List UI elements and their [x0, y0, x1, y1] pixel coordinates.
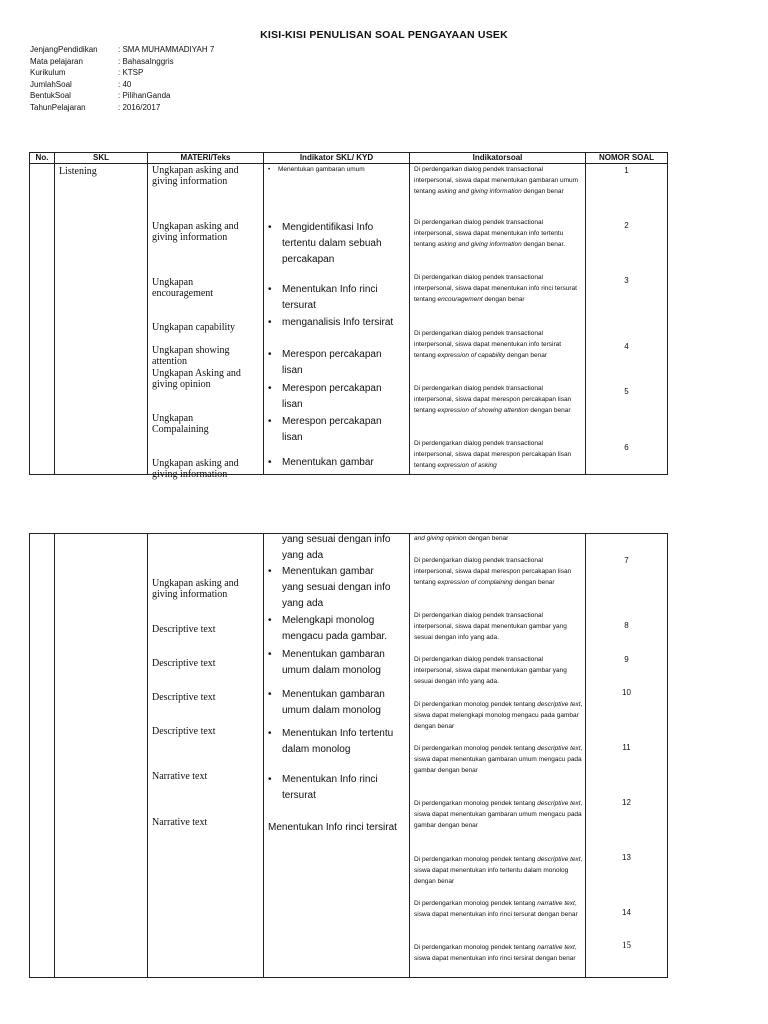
meta-row — [30, 90, 214, 102]
indikator-soal-item: Di perdengarkan dialog pendek transactional interpersonal, siswa dapat menentukan gambaran umum tentang asking and giving information dengan benar — [414, 166, 579, 196]
materi-item: Ungkapan asking and giving information — [152, 578, 239, 600]
indikator-item: • Menentukan Info rinci tersurat — [268, 284, 378, 311]
indikator-soal-item-continued: and giving opinion dengan benar — [414, 535, 509, 542]
header-indikator-soal: Indikatorsoal — [410, 153, 586, 164]
materi-item: Ungkapan showing attention — [152, 345, 230, 367]
header-skl: SKL — [55, 153, 148, 164]
indikator-item: • Menentukan Info rinci tersurat — [268, 774, 378, 801]
meta-key: TahunPelajaran — [30, 102, 86, 112]
meta-value: : 2016/2017 — [118, 102, 161, 112]
bullet-icon: • — [268, 166, 271, 173]
materi-item: Ungkapan Compalaining — [152, 413, 209, 435]
nomor-soal: 5 — [624, 387, 629, 396]
indikator-item: • Menentukan gambaran umum dalam monolog — [268, 649, 385, 676]
header-materi: MATERI/Teks — [148, 153, 264, 164]
bullet-icon: • — [268, 728, 272, 739]
cell-indikator-soal — [410, 164, 586, 475]
bullet-icon: • — [268, 416, 272, 427]
bullet-icon: • — [268, 284, 272, 295]
header-nomor-soal: NOMOR SOAL — [586, 153, 668, 164]
indikator-soal-item: Di perdengarkan monolog pendek tentang descriptive text, siswa dapat menentukan gambaran umum mengacu pada gambar dengan benar — [414, 800, 583, 830]
meta-key: JenjangPendidikan — [30, 45, 98, 54]
nomor-soal: 7 — [624, 556, 629, 565]
indikator-soal-item: Di perdengarkan monolog pendek tentang descriptive text, siswa dapat menentukan gambaran umum mengacu pada gambar dengan benar — [414, 745, 583, 775]
cell-no — [30, 164, 55, 475]
indikator-soal-item: Di perdengarkan dialog pendek transactional interpersonal, siswa dapat menentukan gambar yang sesuai dengan info yang ada. — [414, 656, 567, 686]
nomor-soal: 3 — [624, 276, 629, 285]
materi-item: Ungkapan encouragement — [152, 277, 214, 299]
meta-value: : KTSP — [118, 68, 144, 77]
indikator-item: • Menentukan gambar yang sesuai dengan info yang ada — [268, 566, 391, 609]
indikator-item: • Merespon percakapan lisan — [268, 383, 382, 410]
indikator-soal-item: Di perdengarkan dialog pendek transactional interpersonal, siswa dapat merespon percakapan lisan tentang expression of asking — [414, 440, 572, 470]
meta-row — [30, 44, 214, 56]
materi-item: Descriptive text — [152, 726, 216, 737]
meta-row — [30, 102, 214, 114]
cell-skl — [55, 534, 148, 978]
indikator-item: • Menentukan gambaran umum dalam monolog — [268, 689, 385, 716]
kisi-kisi-table-page-1 — [29, 152, 668, 480]
indikator-item-plain: Menentukan Info rinci tersirat — [268, 822, 397, 833]
indikator-item: • Melengkapi monolog mengacu pada gambar. — [268, 615, 388, 642]
nomor-soal: 14 — [622, 908, 631, 917]
materi-item: Ungkapan capability — [152, 322, 236, 333]
indikator-soal-item: Di perdengarkan monolog pendek tentang descriptive text, siswa dapat melengkapi monolog mengacu pada gambar dengan benar — [414, 701, 583, 731]
bullet-icon: • — [268, 457, 272, 468]
cell-nomor-soal — [586, 534, 668, 978]
nomor-soal: 2 — [624, 221, 629, 230]
materi-item: Descriptive text — [152, 658, 216, 669]
indikator-item-continued: yang sesuai dengan info yang ada — [282, 534, 391, 561]
bullet-icon: • — [268, 383, 272, 394]
materi-item: Ungkapan Asking and giving opinion — [152, 368, 241, 390]
materi-item: Ungkapan asking and giving information — [152, 165, 239, 187]
materi-item: Ungkapan asking and giving information — [152, 458, 239, 480]
indikator-item: • Menentukan gambaran umum — [268, 166, 365, 173]
meta-block — [30, 44, 214, 113]
meta-key: Kurikulum — [30, 68, 66, 77]
indikator-soal-item: Di perdengarkan dialog pendek transactional interpersonal, siswa dapat menentukan info tersirat tentang expression of capability dengan benar — [414, 330, 562, 360]
meta-row — [30, 56, 214, 68]
header-no: No. — [30, 153, 55, 164]
table-header-row — [30, 153, 668, 164]
indikator-soal-item: Di perdengarkan dialog pendek transactional interpersonal, siswa dapat menentukan gambar yang sesuai dengan info yang ada. — [414, 612, 567, 642]
nomor-soal: 12 — [622, 798, 631, 807]
cell-skl — [55, 164, 148, 475]
cell-materi — [148, 164, 264, 480]
bullet-icon: • — [268, 615, 272, 626]
header-indikator-skl: Indikator SKL/ KYD — [264, 153, 410, 164]
bullet-icon: • — [268, 566, 272, 577]
nomor-soal: 9 — [624, 655, 629, 664]
nomor-soal: 8 — [624, 621, 629, 630]
cell-indikator-soal — [410, 534, 586, 978]
indikator-item: • Merespon percakapan lisan — [268, 416, 382, 443]
bullet-icon: • — [268, 649, 272, 660]
materi-item: Narrative text — [152, 771, 208, 782]
bullet-icon: • — [268, 689, 272, 700]
materi-item: Narrative text — [152, 817, 208, 828]
meta-key: BentukSoal — [30, 91, 71, 100]
nomor-soal: 13 — [622, 853, 631, 862]
meta-value: : SMA MUHAMMADIYAH 7 — [118, 45, 215, 54]
meta-value: : PilihanGanda — [118, 91, 171, 100]
indikator-soal-item: Di perdengarkan dialog pendek transactional interpersonal, siswa dapat merespon percakapan lisan tentang expression of complaining dengan benar — [414, 557, 572, 587]
table-row — [30, 534, 668, 978]
nomor-soal: 6 — [624, 443, 629, 452]
cell-nomor-soal — [586, 164, 668, 475]
meta-value: : 40 — [118, 79, 132, 89]
indikator-item: • Merespon percakapan lisan — [268, 349, 382, 376]
meta-value: : BahasaInggris — [118, 56, 174, 66]
meta-row — [30, 67, 214, 79]
indikator-item: • Menentukan gambar — [268, 455, 398, 471]
indikator-soal-item: Di perdengarkan monolog pendek tentang narrative text, siswa dapat menentukan info rinci tersurat dengan benar — [414, 900, 578, 919]
indikator-soal-item: Di perdengarkan monolog pendek tentang descriptive text, siswa dapat menentukan info tertentu dalam monolog dengan benar — [414, 856, 583, 886]
document-title: KISI-KISI PENULISAN SOAL PENGAYAAN USEK — [260, 29, 508, 41]
cell-indikator-skl — [264, 534, 410, 978]
nomor-soal: 15 — [622, 940, 631, 950]
indikator-soal-item: Di perdengarkan dialog pendek transactional interpersonal, siswa dapat menentukan info rinci tersurat tentang encouragement dengan benar — [414, 274, 577, 304]
meta-row — [30, 79, 214, 91]
indikator-item: • Mengidentifikasi Info tertentu dalam sebuah percakapan — [268, 222, 382, 265]
materi-item: Descriptive text — [152, 624, 216, 635]
materi-item: Descriptive text — [152, 692, 216, 703]
nomor-soal: 1 — [624, 166, 629, 175]
bullet-icon: • — [268, 222, 272, 233]
indikator-item: • menganalisis Info tersirat — [268, 315, 398, 331]
materi-item: Ungkapan asking and giving information — [152, 221, 239, 243]
skl-text: Listening — [59, 166, 97, 177]
nomor-soal: 11 — [622, 743, 631, 752]
meta-key: Mata pelajaran — [30, 56, 83, 66]
bullet-icon: • — [268, 774, 272, 785]
indikator-soal-item: Di perdengarkan dialog pendek transactional interpersonal, siswa dapat merespon percakapan lisan tentang expression of showing attention dengan benar — [414, 385, 572, 415]
nomor-soal: 4 — [624, 342, 629, 351]
bullet-icon: • — [268, 317, 272, 328]
kisi-kisi-table-page-2 — [29, 533, 668, 978]
meta-key: JumlahSoal — [30, 79, 72, 89]
indikator-soal-item: Di perdengarkan dialog pendek transactional interpersonal, siswa dapat menentukan info tertentu tentang asking and giving information dengan benar. — [414, 219, 566, 249]
cell-no — [30, 534, 55, 978]
table-row — [30, 164, 668, 475]
cell-materi — [148, 534, 264, 978]
nomor-soal: 10 — [622, 688, 631, 697]
cell-indikator-skl — [264, 164, 410, 475]
indikator-item: • Menentukan Info tertentu dalam monolog — [268, 728, 394, 755]
indikator-soal-item: Di perdengarkan monolog pendek tentang narrative text, siswa dapat menentukan info rinci tersirat dengan benar — [414, 944, 577, 963]
bullet-icon: • — [268, 349, 272, 360]
